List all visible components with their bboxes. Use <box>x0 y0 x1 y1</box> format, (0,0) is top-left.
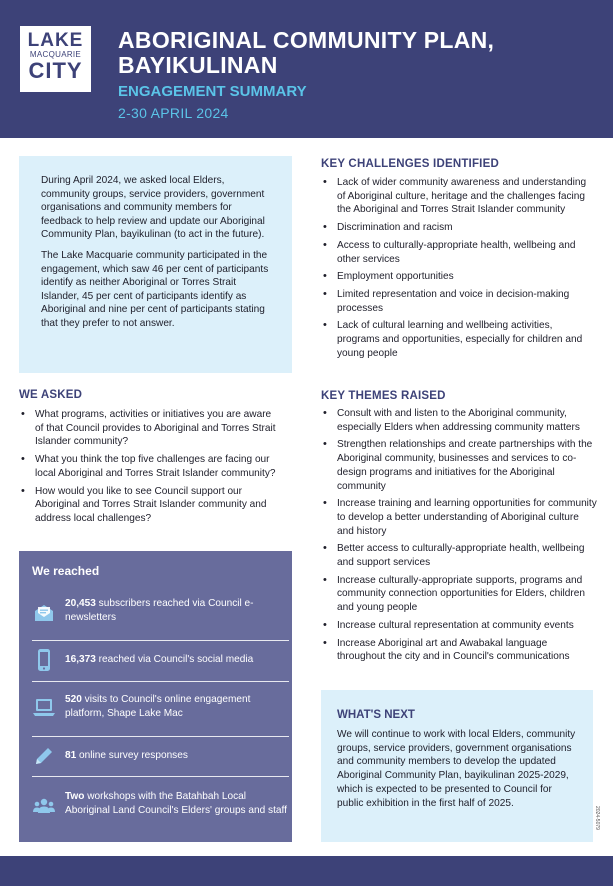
list-item: • How would you like to see Council support our Aboriginal and Torres Strait Islander community and address local challenges? <box>19 485 281 526</box>
we-asked-list <box>19 408 281 530</box>
email-icon <box>32 601 56 625</box>
intro-paragraph-1: During April 2024, we asked local Elders, community groups, service providers, government organisations and community members for feedback to help review and update our Aboriginal Community Plan, bayikulinan (to act in the future). <box>41 175 265 241</box>
whats-next-box <box>321 690 593 842</box>
logo-line-3: CITY <box>28 58 83 83</box>
intro-box <box>19 156 292 373</box>
divider <box>32 736 289 737</box>
we-reached-heading: We reached <box>32 564 100 578</box>
divider <box>32 776 289 777</box>
lake-macquarie-city-logo <box>20 26 91 92</box>
list-item: • Increase training and learning opportunities for community to develop a better understanding of Aboriginal culture and history <box>321 497 597 538</box>
we-asked-heading: WE ASKED <box>19 389 83 401</box>
list-item: • Limited representation and voice in decision-making processes <box>321 288 595 315</box>
whats-next-text: We will continue to work with local Elders, community groups, service providers, government organisations and community members to develop the updated Aboriginal Community Plan, bayikulinan 2025-2029, which is expected to be presented to Council for public exhibition in the first half of 2025. <box>337 729 576 809</box>
mobile-phone-icon <box>32 648 56 672</box>
list-item: • What programs, activities or initiatives you are aware of that Council provides to Aboriginal and Torres Strait Islander community? <box>19 408 281 449</box>
people-group-icon <box>32 794 56 818</box>
page-title-line-1: ABORIGINAL COMMUNITY PLAN, <box>118 27 495 53</box>
reached-text: 81 online survey responses <box>65 750 188 761</box>
laptop-icon <box>32 695 56 719</box>
intro-paragraph-2: The Lake Macquarie community participated in the engagement, which saw 46 per cent of participants identify as neither Aboriginal or Torres Strait Islander, 45 per cent of participants identify as Aboriginal and nine per cent of participants stating that they prefer to not answer. <box>41 249 269 329</box>
footer-band <box>0 856 613 886</box>
logo-line-2: MACQUARIE <box>29 50 82 59</box>
page-title <box>118 28 494 78</box>
page-subtitle: ENGAGEMENT SUMMARY <box>118 83 307 100</box>
list-item: • What you think the top five challenges are facing our local Aboriginal and Torres Strait Islander community? <box>19 453 281 480</box>
document-code: 2024-5079 <box>594 806 600 830</box>
reached-text: 520 visits to Council's online engagement platform, Shape Lake Mac <box>65 694 251 719</box>
reached-text: 20,453 subscribers reached via Council e-newsletters <box>65 598 254 623</box>
list-item: • Lack of cultural learning and wellbeing activities, programs and opportunities, especially for children and young people <box>321 319 595 360</box>
list-item: • Employment opportunities <box>321 270 595 284</box>
page-title-line-2: BAYIKULINAN <box>118 52 278 78</box>
we-reached-panel <box>19 551 292 842</box>
list-item: • Consult with and listen to the Aboriginal community, especially Elders when addressing community matters <box>321 407 597 434</box>
list-item: • Increase culturally-appropriate supports, programs and community connection opportunities for Elders, children and young people <box>321 574 597 615</box>
engagement-date: 2-30 APRIL 2024 <box>118 105 229 121</box>
key-challenges-list <box>321 176 595 364</box>
divider <box>32 640 289 641</box>
list-item: • Strengthen relationships and create partnerships with the Aboriginal community, businesses and services to co-design programs and initiatives for the Aboriginal community <box>321 438 597 493</box>
reached-text: Two workshops with the Batahbah Local Aboriginal Land Council's Elders' groups and staff <box>65 791 287 816</box>
header-banner <box>0 0 613 138</box>
list-item: • Access to culturally-appropriate health, wellbeing and other services <box>321 239 595 266</box>
logo-line-1: LAKE <box>27 30 84 51</box>
key-themes-list <box>321 407 597 668</box>
list-item: • Discrimination and racism <box>321 221 595 235</box>
list-item: • Increase cultural representation at community events <box>321 619 597 633</box>
list-item: • Increase Aboriginal art and Awabakal language throughout the city and in Council's communications <box>321 637 597 664</box>
whats-next-heading: WHAT'S NEXT <box>337 709 415 721</box>
key-challenges-heading: KEY CHALLENGES IDENTIFIED <box>321 158 499 170</box>
list-item: • Better access to culturally-appropriate health, wellbeing and support services <box>321 542 597 569</box>
divider <box>32 681 289 682</box>
pencil-icon <box>32 744 56 768</box>
key-themes-heading: KEY THEMES RAISED <box>321 390 446 402</box>
reached-text: 16,373 reached via Council's social media <box>65 654 254 665</box>
list-item: • Lack of wider community awareness and understanding of Aboriginal culture, heritage and the challenges facing the Aboriginal and Torres Strait Islander community <box>321 176 595 217</box>
